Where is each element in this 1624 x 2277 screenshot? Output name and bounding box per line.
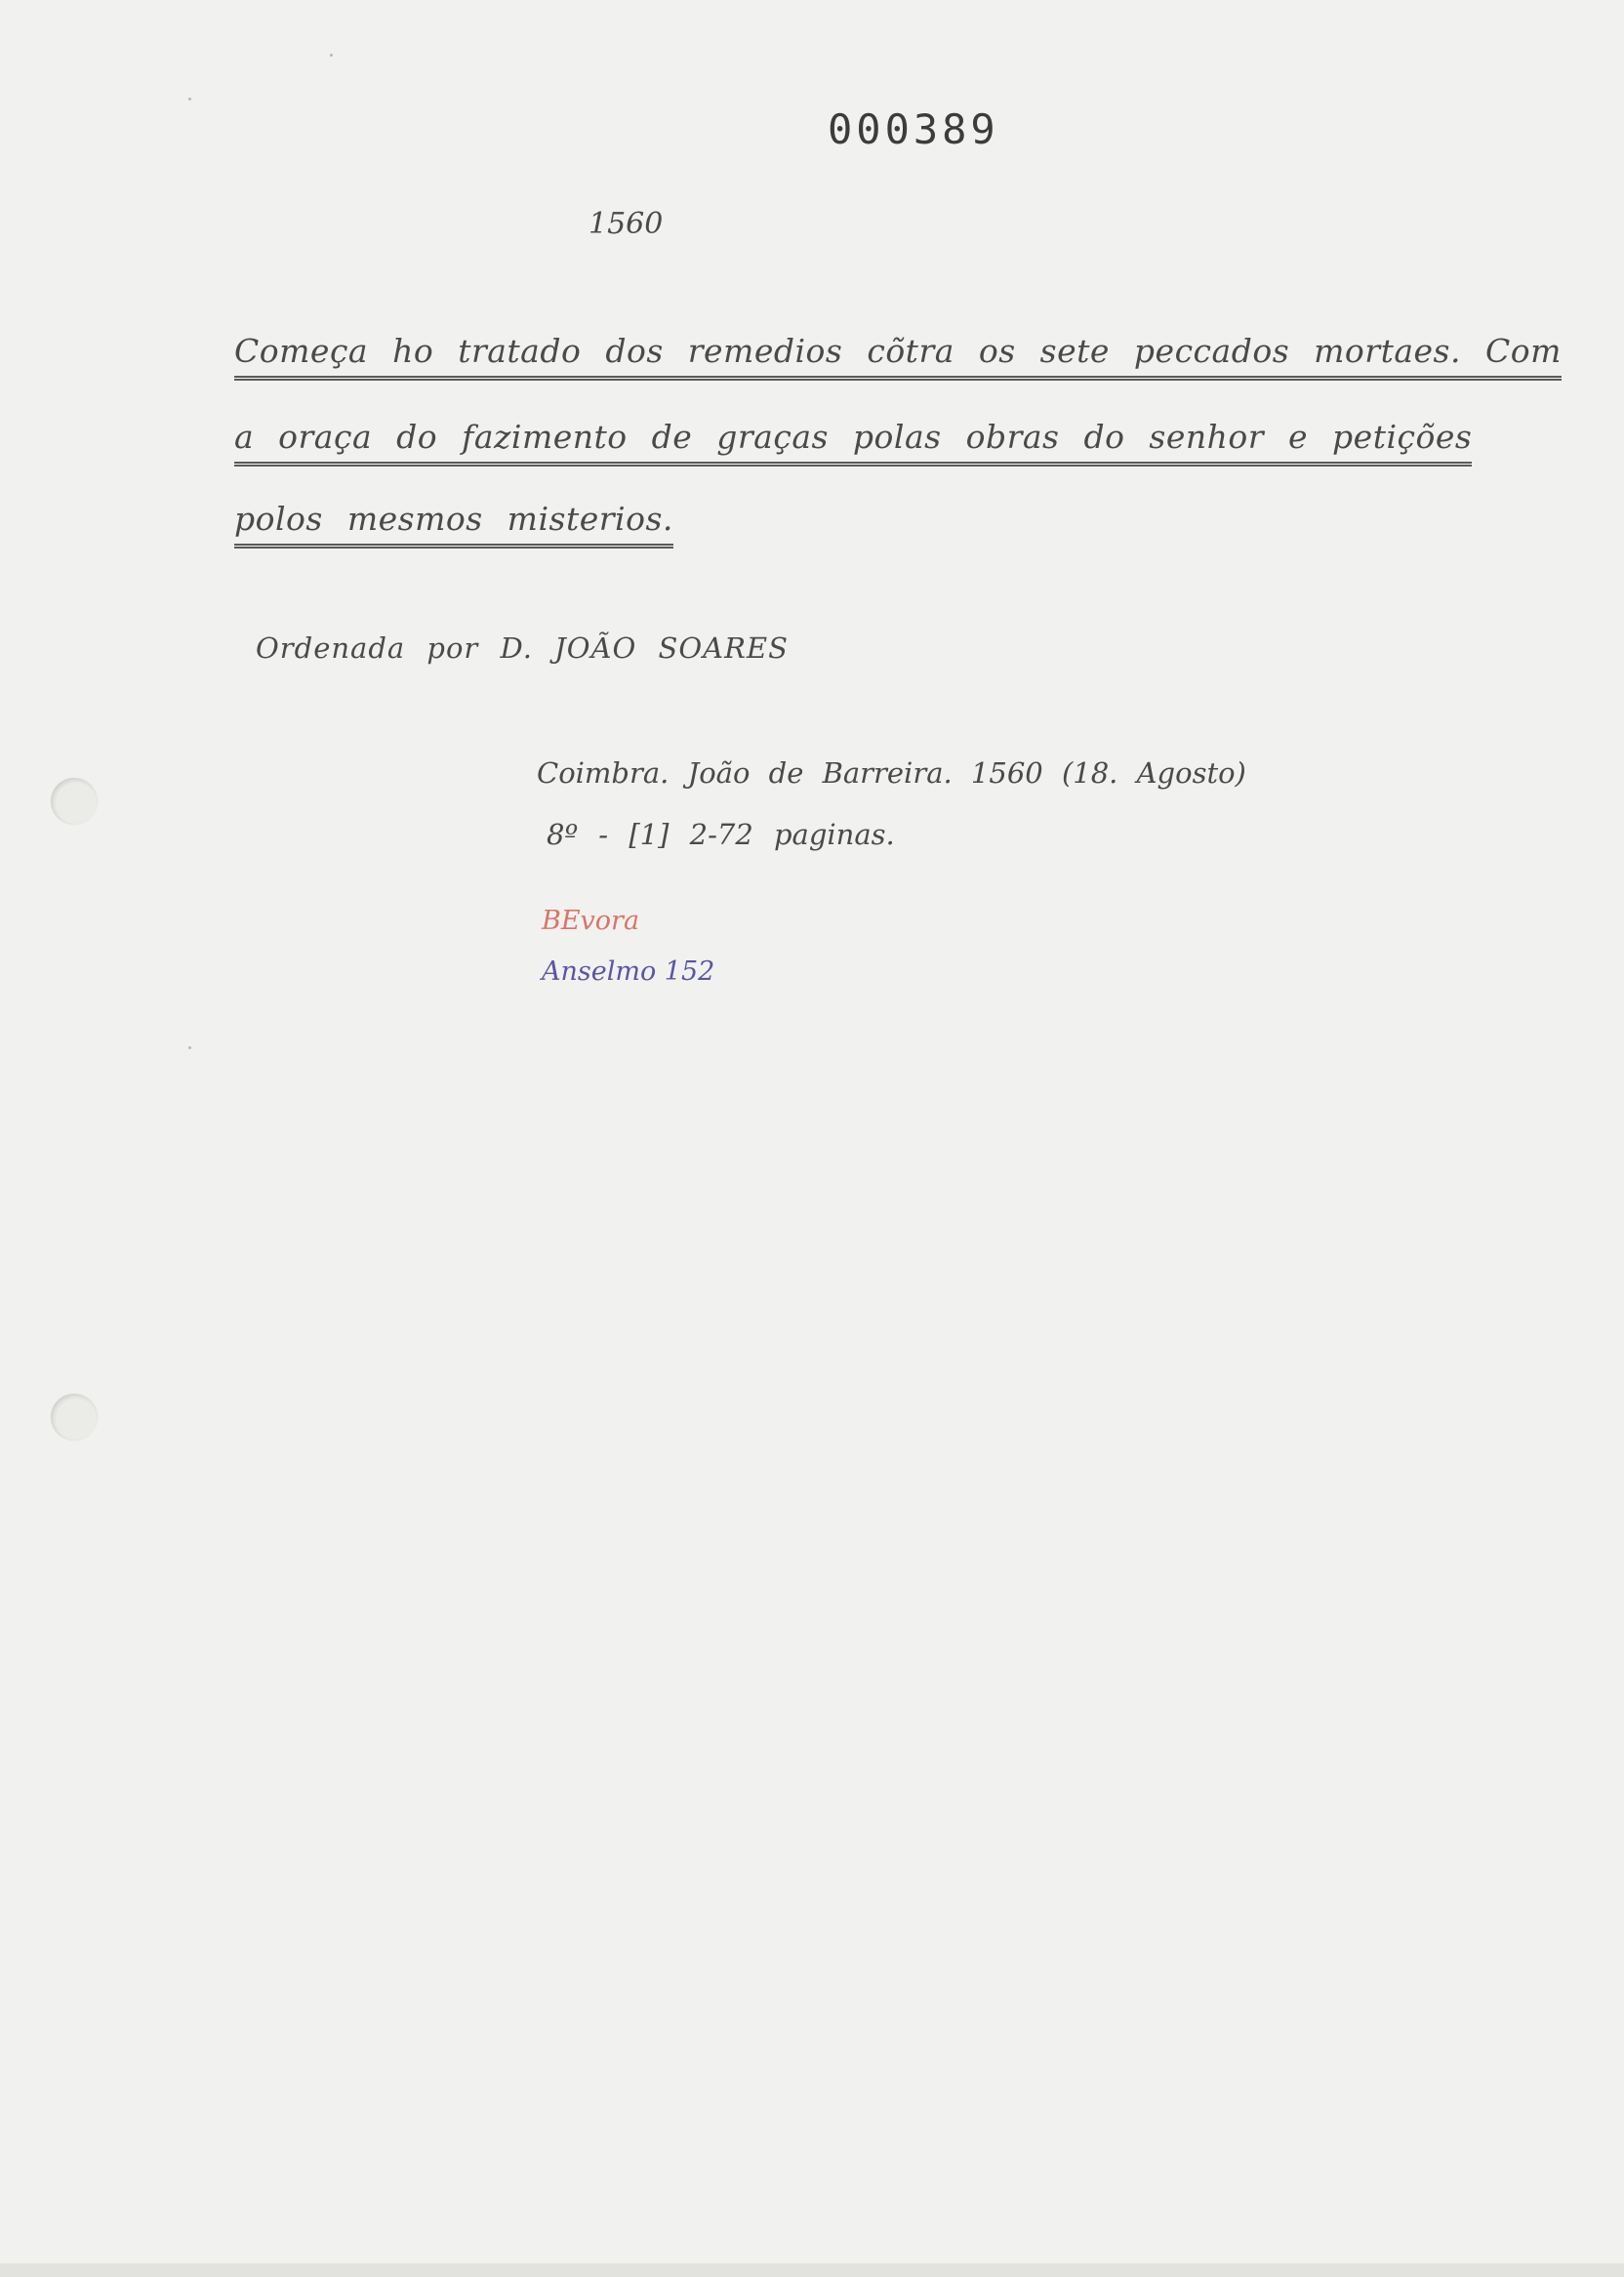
punch-hole bbox=[51, 1394, 98, 1441]
title-line-2: a oraça do fazimento de graças polas obras do senhor e petições bbox=[234, 418, 1472, 467]
author-line: Ordenada por D. JOÃO SOARES bbox=[256, 631, 789, 665]
library-location: BEvora bbox=[542, 906, 640, 936]
punch-hole bbox=[51, 778, 98, 825]
scan-edge bbox=[0, 2263, 1624, 2277]
document-stamp-number: 000389 bbox=[828, 105, 999, 153]
paper-speck bbox=[188, 1046, 191, 1049]
imprint-line: Coimbra. João de Barreira. 1560 (18. Agosto) bbox=[537, 756, 1246, 790]
bibliographic-reference: Anselmo 152 bbox=[542, 956, 715, 987]
publication-year: 1560 bbox=[589, 207, 664, 241]
paper-speck bbox=[330, 54, 333, 57]
paper-speck bbox=[188, 98, 191, 101]
title-line-3: polos mesmos misterios. bbox=[234, 500, 673, 549]
format-line: 8º - [1] 2-72 paginas. bbox=[547, 818, 895, 851]
title-line-1: Começa ho tratado dos remedios cõtra os sete peccados mortaes. Com bbox=[234, 332, 1562, 381]
